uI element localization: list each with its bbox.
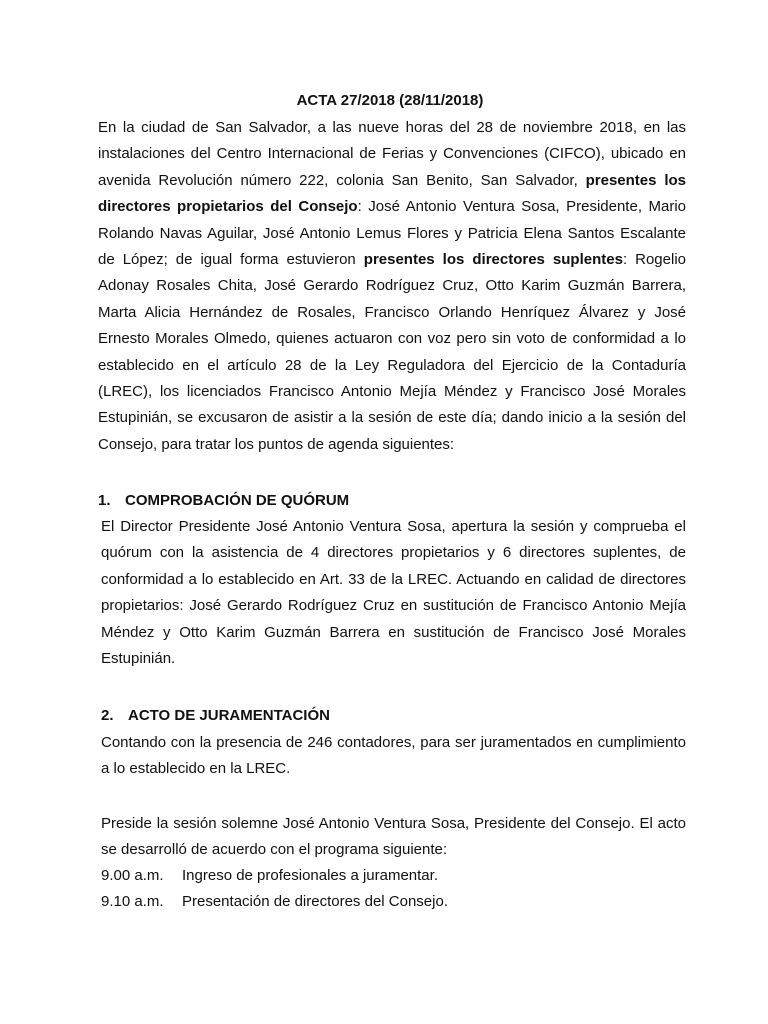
section-number: 1. xyxy=(98,492,111,509)
schedule-activity: Ingreso de profesionales a juramentar. xyxy=(182,867,438,884)
swearing-in-paragraph: Contando con la presencia de 246 contadores, para ser juramentados en cumplimiento a lo establecido en la LREC. xyxy=(101,734,686,778)
intro-text-part2: : José Antonio Ventura Sosa, Presidente, Mario Rolando Navas Aguilar, José Antonio Lemus Flores y Patricia Elena Santos Escalante de López; de igual forma estuvieron xyxy=(98,198,687,269)
schedule-time: 9.10 a.m. xyxy=(101,893,164,910)
intro-bold-owners: presentes los directores propietarios del Consejo xyxy=(98,171,686,216)
section-number: 2. xyxy=(101,707,114,724)
schedule-activity: Presentación de directores del Consejo. xyxy=(182,893,448,910)
intro-text-part1: En la ciudad de San Salvador, a las nueve horas del 28 de noviembre 2018, en las instalaciones del Centro Internacional de Ferias y Convenciones (CIFCO), ubicado en avenida Revolución número 222, colonia San Benito, San Salvador, xyxy=(98,119,686,189)
schedule-row xyxy=(101,889,686,915)
program-intro-paragraph: Preside la sesión solemne José Antonio Ventura Sosa, Presidente del Consejo. El acto se desarrolló de acuerdo con el programa siguiente: xyxy=(101,815,686,859)
intro-paragraph xyxy=(98,115,686,458)
intro-bold-substitutes: presentes los directores suplentes xyxy=(363,251,623,269)
section-heading-quorum xyxy=(98,490,349,512)
document-title: ACTA 27/2018 (28/11/2018) xyxy=(296,92,484,109)
section-heading-swearing-in xyxy=(101,705,330,727)
intro-text-part3: : Rogelio Adonay Rosales Chita, José Gerardo Rodríguez Cruz, Otto Karim Guzmán Barrera, Marta Alicia Hernández de Rosales, Francisco Orlando Henríquez Álvarez y José Ernesto Morales Olmedo, quienes actuaron con voz pero sin voto de conformidad a lo establecido en el artículo 28 de la Ley Reguladora del Ejercicio de la Contaduría (LREC), los licenciados Francisco Antonio Mejía Méndez y Francisco José Morales Estupinián, se excusaron de asistir a la sesión de este día; dando inicio a la sesión del Consejo, para tratar los puntos de agenda siguientes: xyxy=(98,251,686,453)
section-heading-text: COMPROBACIÓN DE QUÓRUM xyxy=(125,492,350,509)
schedule-row xyxy=(101,863,686,889)
program-schedule xyxy=(101,863,686,915)
quorum-paragraph: El Director Presidente José Antonio Ventura Sosa, apertura la sesión y comprueba el quórum con la asistencia de 4 directores propietarios y 6 directores suplentes, de conformidad a lo establecido en Art. 33 de la LREC. Actuando en calidad de directores propietarios: José Gerardo Rodríguez Cruz en sustitución de Francisco Antonio Mejía Méndez y Otto Karim Guzmán Barrera en sustitución de Francisco José Morales Estupinián. xyxy=(101,518,686,668)
schedule-time: 9.00 a.m. xyxy=(101,867,164,884)
section-heading-text: ACTO DE JURAMENTACIÓN xyxy=(128,707,330,724)
